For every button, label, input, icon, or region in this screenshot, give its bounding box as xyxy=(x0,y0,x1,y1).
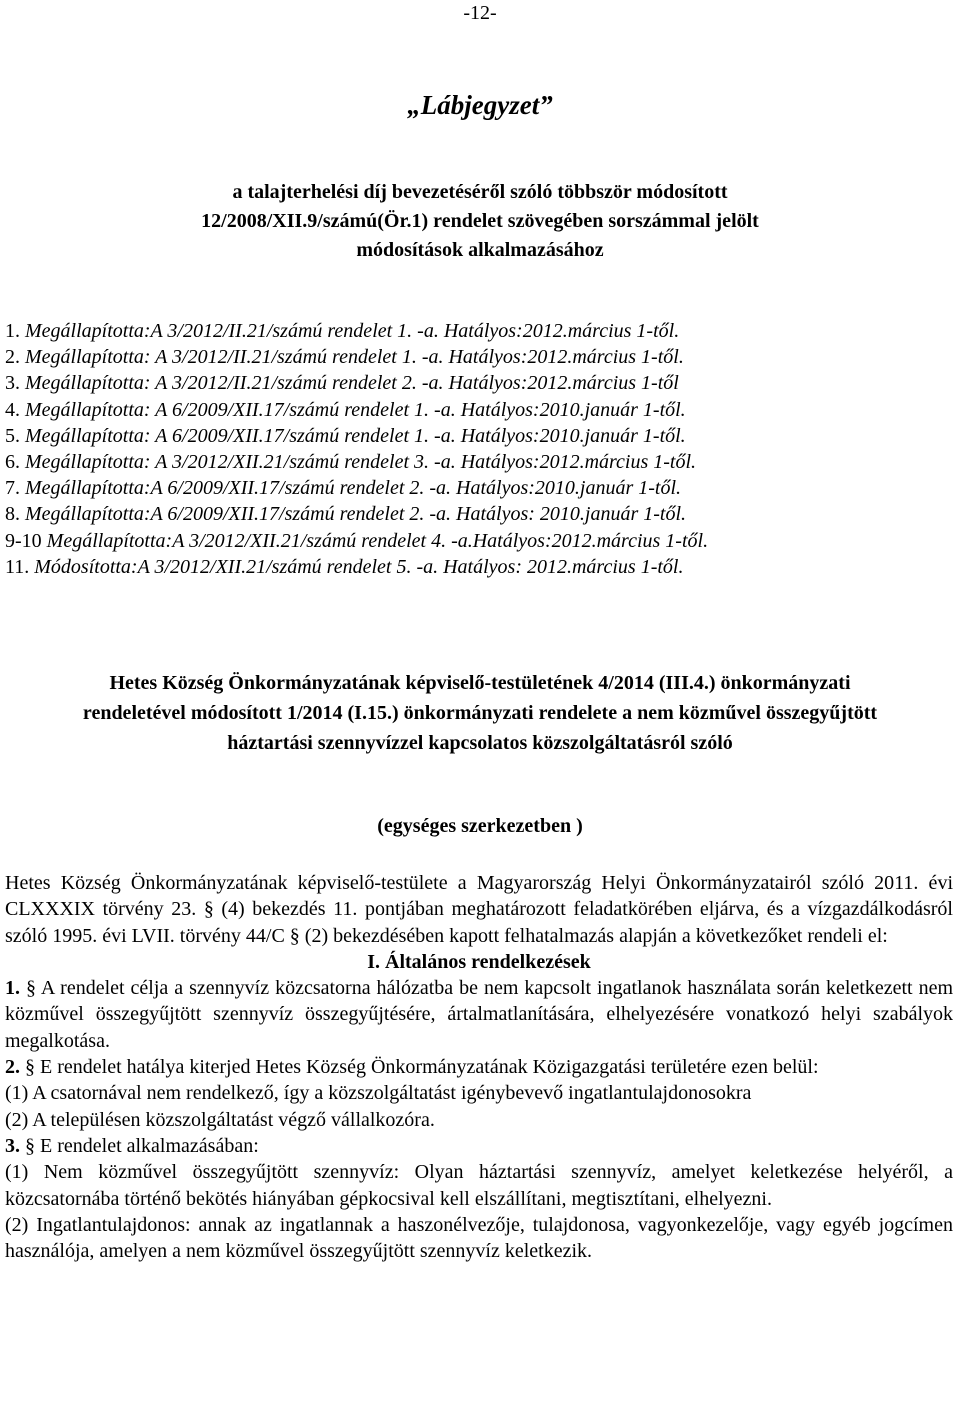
regulation-heading: Hetes Község Önkormányzatának képviselő-testületének 4/2014 (III.4.) önkormányzati rendeletével módosított 1/2014 (I.15.) önkormányzati rendelete a nem közművel összegyűjtött háztartási szennyvízzel kapcsolatos közszolgáltatásról szóló xyxy=(82,672,878,754)
footnote-item: 1. Megállapította:A 3/2012/II.21/számú rendelet 1. -a. Hatályos:2012.március 1-től. xyxy=(5,320,680,342)
paragraph: (2) Ingatlantulajdonos: annak az ingatlannak a haszonélvezője, tulajdonosa, vagyonkezelője, vagy egyéb jogcímen használója, amelyen a nem közművel összegyűjtött szennyvíz keletkezik. xyxy=(5,1213,953,1263)
page-number: -12- xyxy=(463,2,497,24)
footnote-item: 8. Megállapította:A 6/2009/XII.17/számú rendelet 2. -a. Hatályos: 2010.január 1-től. xyxy=(5,503,687,526)
section-title: I. Általános rendelkezések xyxy=(367,950,591,973)
paragraph: (1) Nem közművel összegyűjtött szennyvíz: Olyan háztartási szennyvíz, amelyet keletkezése helyéről, a közcsatornába történő bekötés hiányában gépkocsival kell elszállítani, megtisztítani, elhelyezni. xyxy=(5,1161,953,1210)
footnote-item: 7. Megállapította:A 6/2009/XII.17/számú rendelet 2. -a. Hatályos:2010.január 1-től. xyxy=(5,477,682,500)
footnote-item: 11. Módosította:A 3/2012/XII.21/számú rendelet 5. -a. Hatályos: 2012.március 1-től. xyxy=(5,555,684,578)
consolidated-label: (egységes szerkezetben ) xyxy=(377,815,583,837)
paragraph: (2) A településen közszolgáltatást végző vállalkozóra. xyxy=(5,1108,435,1131)
preamble: Hetes Község Önkormányzatának képviselő-testülete a Magyarország Helyi Önkormányzatairól szóló 2011. évi CLXXXIX törvény 23. § (4) bekezdés 11. pontjában meghatározott feladatkörében eljárva, és a vízgazdálkodásról szóló 1995. évi LVII. törvény 44/C § (2) bekezdésében kapott felhatalmazás alapján a következőket rendeli el: xyxy=(5,872,953,947)
page-title: „Lábjegyzet” xyxy=(407,90,553,120)
subtitle: a talajterhelési díj bevezetéséről szóló többször módosított 12/2008/XII.9/számú(Ör.1) rendelet szövegében sorszámmal jelölt módosítások alkalmazásához xyxy=(201,181,759,261)
footnote-item: 4. Megállapította: A 6/2009/XII.17/számú rendelet 1. -a. Hatályos:2010.január 1-től. xyxy=(5,398,686,421)
footnote-list xyxy=(5,318,950,580)
footnote-item: 3. Megállapította: A 3/2012/II.21/számú rendelet 2. -a. Hatályos:2012.március 1-től xyxy=(5,372,679,395)
footnote-item: 9-10 Megállapította:A 3/2012/XII.21/számú rendelet 4. -a.Hatályos:2012.március 1-től. xyxy=(5,529,709,552)
paragraph: 2. § E rendelet hatálya kiterjed Hetes Község Önkormányzatának Közigazgatási területére ezen belül: xyxy=(5,1056,819,1079)
paragraph: 3. § E rendelet alkalmazásában: xyxy=(5,1134,259,1157)
footnote-item: 6. Megállapította: A 3/2012/XII.21/számú rendelet 3. -a. Hatályos:2012.március 1-től. xyxy=(5,451,697,474)
regulation-body xyxy=(5,870,953,1264)
paragraph: 1. § A rendelet célja a szennyvíz közcsatorna hálózatba be nem kapcsolt ingatlanok használata során keletkezett nem közművel összegyűjtött szennyvíz összegyűjtésére, ártalmatlanítására, elhelyezésére vonatkozó helyi szabályok megalkotása. xyxy=(5,977,953,1052)
paragraph: (1) A csatornával nem rendelkező, így a közszolgáltatást igénybevevő ingatlantulajdonosokra xyxy=(5,1082,752,1105)
footnote-item: 5. Megállapította: A 6/2009/XII.17/számú rendelet 1. -a. Hatályos:2010.január 1-től. xyxy=(5,424,686,447)
footnote-item: 2. Megállapította: A 3/2012/II.21/számú rendelet 1. -a. Hatályos:2012.március 1-től. xyxy=(5,346,684,369)
